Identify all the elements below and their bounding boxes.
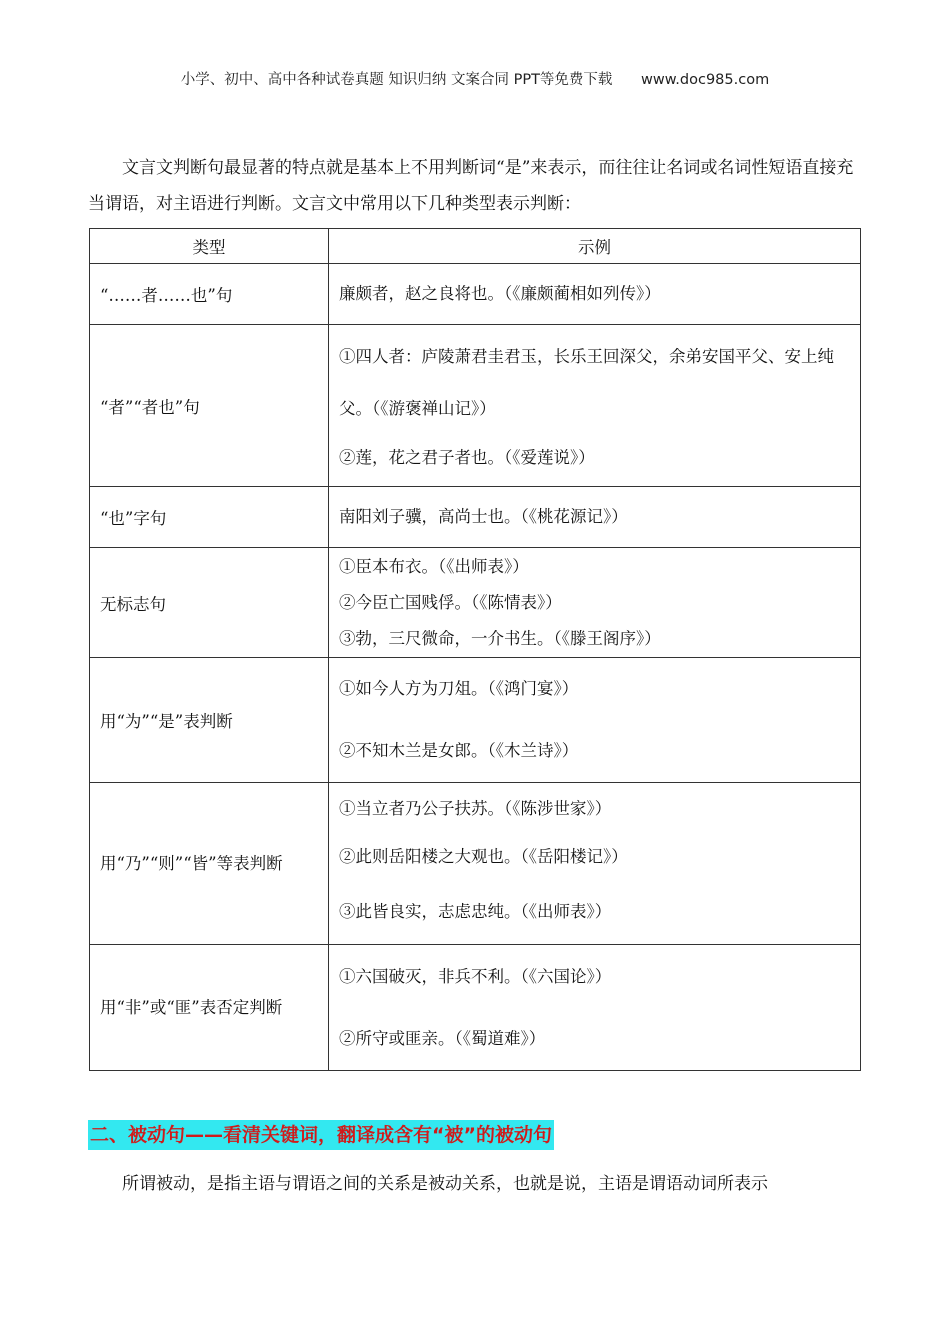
example-line: ②今臣亡国贱俘。（《陈情表》） <box>339 592 562 612</box>
table-row <box>90 325 861 487</box>
type-cell: “也”字句 <box>90 487 329 548</box>
header-type: 类型 <box>90 229 329 264</box>
body-paragraph: 所谓被动，是指主语与谓语之间的关系是被动关系，也就是说，主语是谓语动词所表示 <box>122 1174 768 1194</box>
example-line: ③勃，三尺微命，一介书生。（《滕王阁序》） <box>339 628 661 648</box>
table-header-row <box>90 229 861 264</box>
example-cell <box>329 945 861 1071</box>
table-row <box>90 548 861 658</box>
table-row <box>90 264 861 325</box>
table-row <box>90 658 861 783</box>
example-line: ①四人者：庐陵萧君圭君玉，长乐王回深父，余弟安国平父、安上纯父。（《游褒禅山记》） <box>339 346 834 418</box>
judgement-sentence-table <box>89 228 861 1071</box>
example-line: 南阳刘子骥，高尚士也。（《桃花源记》） <box>339 506 628 526</box>
example-line: ①当立者乃公子扶苏。（《陈涉世家》） <box>339 798 612 818</box>
example-cell <box>329 264 861 325</box>
example-cell <box>329 487 861 548</box>
example-cell <box>329 658 861 783</box>
example-line: ②所守或匪亲。（《蜀道难》） <box>339 1028 546 1048</box>
type-cell: 用“为”“是”表判断 <box>90 658 329 783</box>
example-line: ②不知木兰是女郎。（《木兰诗》） <box>339 741 579 760</box>
example-cell <box>329 548 861 658</box>
example-line: ①臣本布衣。（《出师表》） <box>339 556 529 576</box>
section-title: 二、被动句——看清关键词，翻译成含有“被”的被动句 <box>88 1120 554 1150</box>
table-row <box>90 783 861 945</box>
page-header <box>0 68 950 89</box>
example-line: ②莲，花之君子者也。（《爱莲说》） <box>339 447 595 467</box>
type-cell: 用“非”或“匪”表否定判断 <box>90 945 329 1071</box>
type-cell: 无标志句 <box>90 548 329 658</box>
example-cell <box>329 325 861 487</box>
table-row <box>90 487 861 548</box>
example-cell <box>329 783 861 945</box>
type-cell: “者”“者也”句 <box>90 325 329 487</box>
type-cell: “……者……也”句 <box>90 264 329 325</box>
type-cell: 用“乃”“则”“皆”等表判断 <box>90 783 329 945</box>
example-line: ③此皆良实，志虑忠纯。（《出师表》） <box>339 901 612 921</box>
header-site[interactable]: www.doc985.com <box>641 72 770 88</box>
header-example: 示例 <box>329 229 861 264</box>
example-line: 廉颇者，赵之良将也。（《廉颇蔺相如列传》） <box>339 283 661 303</box>
example-line: ①六国破灭，非兵不利。（《六国论》） <box>339 966 612 986</box>
example-line: ②此则岳阳楼之大观也。（《岳阳楼记》） <box>339 846 628 866</box>
example-line: ①如今人方为刀俎。（《鸿门宴》） <box>339 679 579 698</box>
header-text: 小学、初中、高中各种试卷真题 知识归纳 文案合同 PPT等免费下载 <box>180 72 613 88</box>
table-row <box>90 945 861 1071</box>
intro-paragraph: 文言文判断句最显著的特点就是基本上不用判断词“是”来表示，而往往让名词或名词性短语直接充当谓语，对主语进行判断。文言文中常用以下几种类型表示判断： <box>88 158 854 214</box>
